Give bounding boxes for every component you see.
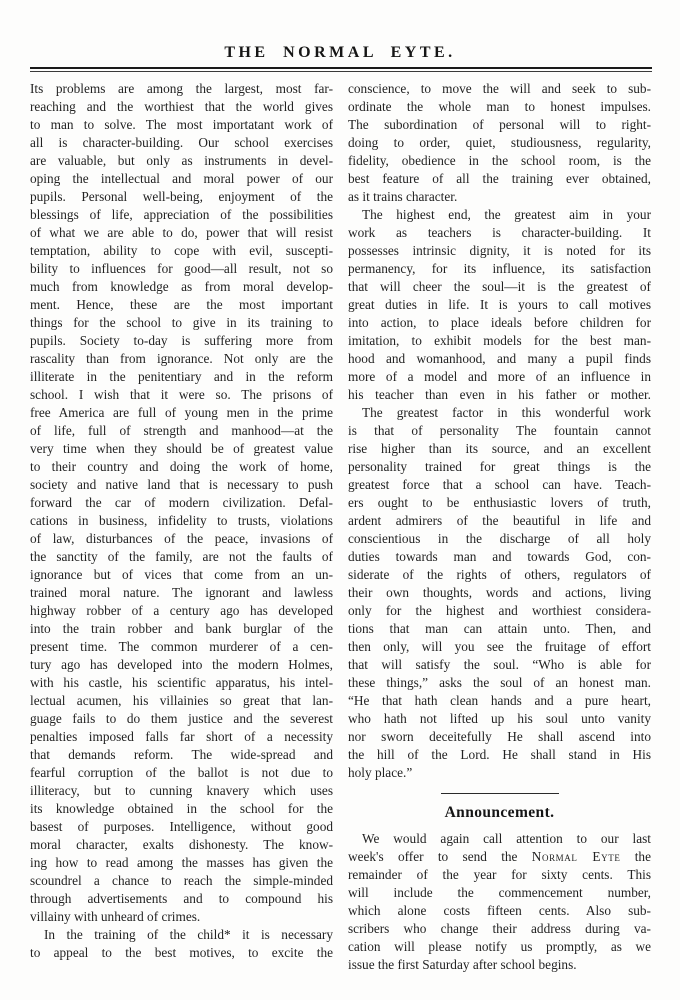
text-line: much from knowledge as from moral develop- [30, 279, 333, 294]
text-line: best feature of all the training ever obtained, [348, 171, 651, 186]
text-line: the hill of the Lord. He shall stand in His [348, 747, 651, 762]
text-line: blessings of life, appreciation of the possibilities [30, 207, 333, 222]
text-line: present time. The common murderer of a cen- [30, 639, 333, 654]
text-line: ers ought to be enthusiastic lovers of truth, [348, 495, 651, 510]
text-line: moral character, exalts dishonesty. The know- [30, 837, 333, 852]
text-line: Its problems are among the largest, most far- [30, 81, 333, 96]
text-line: ment. Hence, these are the most important [30, 297, 333, 312]
text-line: The greatest factor in this wonderful work [362, 405, 651, 420]
page-title: THE NORMAL EYTE. [224, 44, 456, 61]
text-line: very time when they should be of greatest value [30, 441, 333, 456]
text-line: to man to solve. The most importatant work of [30, 117, 333, 132]
text-line: conscientious in the discharge of all holy [348, 531, 651, 546]
text-line: with his castle, his scientific apparatus, his intel- [30, 675, 333, 690]
text-line: permanency, for its influence, its satisfaction [348, 261, 651, 276]
text-line: work as teachers is character-building. It [348, 225, 651, 240]
text-line: bility to influences for good—all result, not so [30, 261, 333, 276]
text-line: as it trains character. [348, 189, 458, 204]
text-line: rise higher than its source, and an excellent [348, 441, 651, 456]
text-line: issue the first Saturday after school begins. [348, 957, 577, 972]
text-line: “He that hath clean hands and a pure heart, [348, 693, 651, 708]
text-line: highway robber of a century ago has developed [30, 603, 333, 618]
announcement-heading: Announcement. [444, 804, 555, 821]
text-line: In the training of the child* it is necessary [44, 927, 333, 942]
text-line: to appeal to the best motives, to excite the [30, 945, 333, 960]
text-line: guage fails to do them justice and the severest [30, 711, 333, 726]
text-line: into the train robber and bank burglar of the [30, 621, 333, 636]
left-column [30, 80, 333, 974]
text-line: these things,” asks the soul of an honest man. [348, 675, 651, 690]
text-line: great duties in life. It is yours to call motives [348, 297, 651, 312]
masthead [0, 0, 680, 61]
text-line: ordinate the whole man to honest impulses. [348, 99, 651, 114]
text-line: trained moral nature. The ignorant and lawless [30, 585, 333, 600]
text-line: possesses intrinsic dignity, it is noted for its [348, 243, 651, 258]
text-line: basest of purposes. Intelligence, without good [30, 819, 333, 834]
text-line: are valuable, but only as instruments in devel- [30, 153, 333, 168]
text-line: greatest force that a school can have. Teach- [348, 477, 651, 492]
text-line: cation will please notify us promptly, as we [348, 939, 651, 954]
text-line: through advertisements and to compound his [30, 891, 333, 906]
text-line: holy place.” [348, 765, 413, 780]
text-line: the sanctity of the family, are not the faults of [30, 549, 333, 564]
text-line: nor sworn deceitefully He shall ascend into [348, 729, 651, 744]
text-line: duties towards man and towards God, con- [348, 549, 651, 564]
journal-name-smallcaps: Normal Eyte [531, 849, 621, 864]
text-line: The highest end, the greatest aim in your [362, 207, 651, 222]
text-line: ing how to read among the masses has given the [30, 855, 333, 870]
text-line: villainy with unheard of crimes. [30, 909, 201, 924]
text-line: which alone costs fifteen cents. Also sub- [348, 903, 651, 918]
text-line: all is character-building. Our school exercises [30, 135, 333, 150]
text-line: remainder of the year for sixty cents. This [348, 867, 651, 882]
text-line: oping the intellectual and moral power of our [30, 171, 333, 186]
text-line: to their country and doing the work of home, [30, 459, 333, 474]
text-line: hood and womanhood, and many a pupil finds [348, 351, 651, 366]
text-line: tury ago has developed into the modern Holmes, [30, 657, 333, 672]
text-line: that will satisfy the soul. “Who is able for [348, 657, 651, 672]
text-line: conscience, to move the will and seek to sub- [348, 81, 651, 96]
text-line: of life, full of strength and manhood—at the [30, 423, 333, 438]
text-line: free America are full of young men in the prime [30, 405, 333, 420]
text-line: We would again call attention to our last [362, 831, 651, 846]
text-line: society and native land that is necessary to push [30, 477, 333, 492]
text-line: reaching and the worthiest that the world gives [30, 99, 333, 114]
text-line: ardent admirers of the beautiful in life and [348, 513, 651, 528]
text-line: siderate of the rights of others, regulators of [348, 567, 651, 582]
text-line: who hath not lifted up his soul unto vanity [348, 711, 651, 726]
text-line: of law, disturbances of the peace, invasions of [30, 531, 333, 546]
text-line: illiterate in the penitentiary and in the reform [30, 369, 333, 384]
text-line: only for the highest and worthiest considera- [348, 603, 651, 618]
text-line: fearful corruption of the ballot is not due to [30, 765, 333, 780]
text-line: illiteracy, but to cunning knavery which uses [30, 783, 333, 798]
text-line: The subordination of personal will to right- [348, 117, 651, 132]
text-line: things for the school to give in its training to [30, 315, 333, 330]
text-line: rascality than from ignorance. Not only are the [30, 351, 333, 366]
right-column [348, 80, 651, 974]
text-line: personality trained for great things is the [348, 459, 651, 474]
text-line: week's offer to send the Normal Eyte the [348, 849, 651, 864]
text-line: forward the car of modern civilization. Defal- [30, 495, 333, 510]
text-line: pupils. Personal well-being, enjoyment of the [30, 189, 333, 204]
text-line: of what we are able to do, power that will resist [30, 225, 333, 240]
text-line: more of a model and more of an influence in [348, 369, 651, 384]
text-line: school. I wish that it were so. The prisons of [30, 387, 333, 402]
text-line: its knowledge obtained in the school for the [30, 801, 333, 816]
text-line: his teacher than even in his father or mother. [348, 387, 651, 402]
text-line: cations in business, infidelity to trusts, violations [30, 513, 333, 528]
text-columns [30, 80, 652, 974]
text-line: then only, will you see the fruitage of effort [348, 639, 651, 654]
text-line: into action, to place ideals before children for [348, 315, 651, 330]
text-line: temptation, ability to cope with evil, suscepti- [30, 243, 333, 258]
announcement-separator-rule [441, 793, 559, 794]
text-line: that will cheer the soul—it is the greatest of [348, 279, 651, 294]
text-line: penalties imposed falls far short of a necessity [30, 729, 333, 744]
header-double-rule [30, 67, 652, 72]
text-line: lectual acumen, his villainies so great that lan- [30, 693, 333, 708]
text-line: scribers who change their address during va- [348, 921, 651, 936]
text-line: imitation, to exhibit models for the best man- [348, 333, 651, 348]
text-line: is that of personality The fountain cannot [348, 423, 651, 438]
text-line: doing to order, quiet, studiousness, regularity, [348, 135, 651, 150]
text-line: fidelity, obedience in the school room, is the [348, 153, 651, 168]
text-line: will include the commencement number, [348, 885, 651, 900]
text-line: scoundrel a chance to reach the simple-minded [30, 873, 333, 888]
text-line: pupils. Society to-day is suffering more from [30, 333, 333, 348]
text-line: that demands reform. The wide-spread and [30, 747, 333, 762]
text-line: tions that man can attain unto. Then, and [348, 621, 651, 636]
text-line: ignorance but of vices that come from an un- [30, 567, 333, 582]
text-line: their own thoughts, words and actions, living [348, 585, 651, 600]
